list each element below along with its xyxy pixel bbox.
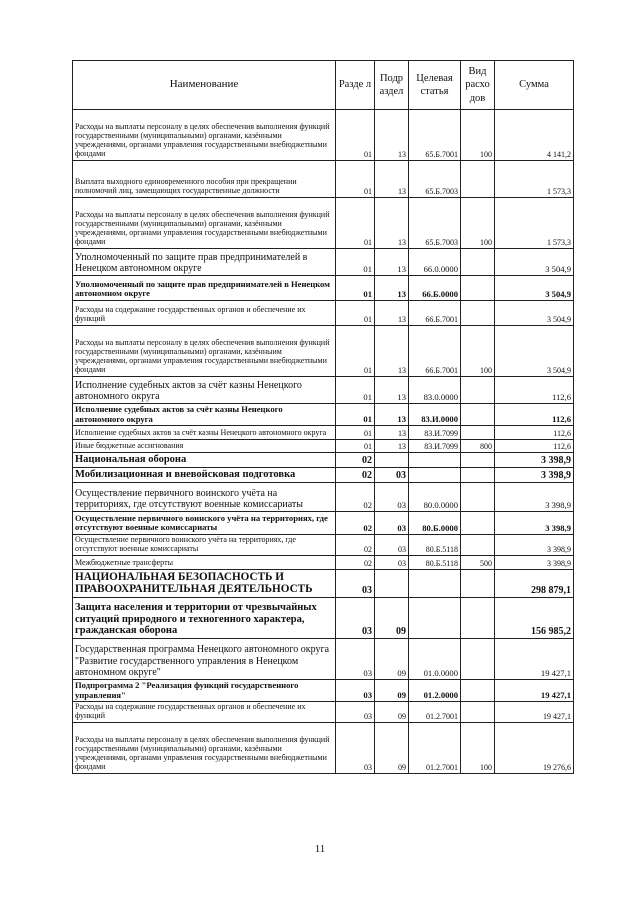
row-vid: 800 <box>461 440 495 453</box>
row-statya: 66.Б.7001 <box>409 326 461 377</box>
table-row <box>73 326 574 377</box>
row-summa: 112,6 <box>495 404 574 426</box>
row-name: НАЦИОНАЛЬНАЯ БЕЗОПАСНОСТЬ И ПРАВООХРАНИТЕЛЬНАЯ ДЕЯТЕЛЬНОСТЬ <box>73 569 336 597</box>
row-podrazdel: 13 <box>375 110 409 161</box>
row-podrazdel: 09 <box>375 639 409 680</box>
row-summa: 3 398,9 <box>495 512 574 535</box>
page-number: 11 <box>314 843 326 855</box>
row-name: Исполнение судебных актов за счёт казны Ненецкого автономного округа <box>73 404 336 426</box>
row-summa: 3 398,9 <box>495 453 574 468</box>
row-name: Мобилизационная и вневойсковая подготовка <box>73 468 336 483</box>
row-statya: 66.0.0000 <box>409 249 461 276</box>
row-name: Уполномоченный по защите прав предпринимателей в Ненецком автономном округе <box>73 276 336 301</box>
row-vid <box>461 512 495 535</box>
table-row <box>73 440 574 453</box>
row-name: Расходы на содержание государственных органов и обеспечение их функций <box>73 301 336 326</box>
row-summa: 112,6 <box>495 426 574 440</box>
row-summa: 3 504,9 <box>495 249 574 276</box>
table-row <box>73 426 574 440</box>
row-summa: 298 879,1 <box>495 569 574 597</box>
row-podrazdel: 13 <box>375 276 409 301</box>
row-razdel: 03 <box>336 723 375 774</box>
row-razdel: 01 <box>336 198 375 249</box>
row-razdel: 03 <box>336 680 375 702</box>
row-statya: 01.2.7001 <box>409 723 461 774</box>
row-name: Уполномоченный по защите прав предпринимателей в Ненецком автономном округе <box>73 249 336 276</box>
row-summa: 3 398,9 <box>495 535 574 556</box>
row-podrazdel: 13 <box>375 426 409 440</box>
row-vid <box>461 468 495 483</box>
row-name: Государственная программа Ненецкого автономного округа "Развитие государственного управления в Ненецком автономном округе" <box>73 639 336 680</box>
row-razdel: 01 <box>336 161 375 198</box>
row-summa: 156 985,2 <box>495 598 574 639</box>
row-summa: 1 573,3 <box>495 161 574 198</box>
row-razdel: 01 <box>336 426 375 440</box>
row-vid <box>461 639 495 680</box>
row-razdel: 01 <box>336 440 375 453</box>
row-podrazdel: 03 <box>375 535 409 556</box>
row-summa: 19 427,1 <box>495 702 574 723</box>
row-vid <box>461 702 495 723</box>
row-summa: 1 573,3 <box>495 198 574 249</box>
row-statya: 01.0.0000 <box>409 639 461 680</box>
row-statya: 01.2.0000 <box>409 680 461 702</box>
row-summa: 3 504,9 <box>495 326 574 377</box>
row-podrazdel: 09 <box>375 680 409 702</box>
row-name: Национальная оборона <box>73 453 336 468</box>
table-row <box>73 161 574 198</box>
row-razdel: 02 <box>336 535 375 556</box>
row-statya <box>409 468 461 483</box>
row-podrazdel: 13 <box>375 249 409 276</box>
row-vid <box>461 404 495 426</box>
row-podrazdel: 13 <box>375 198 409 249</box>
row-name: Исполнение судебных актов за счёт казны Ненецкого автономного округа <box>73 426 336 440</box>
row-razdel: 03 <box>336 598 375 639</box>
row-razdel: 01 <box>336 276 375 301</box>
row-statya: 83.0.0000 <box>409 377 461 404</box>
row-vid <box>461 426 495 440</box>
row-podrazdel: 13 <box>375 301 409 326</box>
table-row <box>73 535 574 556</box>
row-summa: 4 141,2 <box>495 110 574 161</box>
row-podrazdel: 13 <box>375 161 409 198</box>
row-summa: 3 398,9 <box>495 483 574 512</box>
row-summa: 3 398,9 <box>495 468 574 483</box>
row-name: Иные бюджетные ассигнования <box>73 440 336 453</box>
row-summa: 112,6 <box>495 440 574 453</box>
row-vid <box>461 680 495 702</box>
header-statya: Целевая статья <box>409 61 461 110</box>
row-vid: 100 <box>461 110 495 161</box>
table-body <box>73 110 574 774</box>
row-razdel: 01 <box>336 301 375 326</box>
row-summa: 3 398,9 <box>495 555 574 569</box>
table-row <box>73 555 574 569</box>
table-row <box>73 110 574 161</box>
row-name: Выплата выходного единовременного пособия при прекращении полномочий лиц, замещающих государственные должности <box>73 161 336 198</box>
row-statya: 01.2.7001 <box>409 702 461 723</box>
row-statya: 66.Б.0000 <box>409 276 461 301</box>
row-name: Расходы на содержание государственных органов и обеспечение их функций <box>73 702 336 723</box>
row-name: Осуществление первичного воинского учёта на территориях, где отсутствуют военные комиссариаты <box>73 512 336 535</box>
row-razdel: 01 <box>336 249 375 276</box>
row-podrazdel <box>375 569 409 597</box>
row-podrazdel: 03 <box>375 483 409 512</box>
table-header-row <box>73 61 574 110</box>
row-podrazdel: 03 <box>375 468 409 483</box>
row-razdel: 02 <box>336 468 375 483</box>
row-podrazdel: 09 <box>375 598 409 639</box>
row-podrazdel: 13 <box>375 440 409 453</box>
row-summa: 112,6 <box>495 377 574 404</box>
row-vid: 100 <box>461 198 495 249</box>
row-vid <box>461 453 495 468</box>
row-vid: 100 <box>461 326 495 377</box>
row-vid: 100 <box>461 723 495 774</box>
table-row <box>73 198 574 249</box>
row-vid: 500 <box>461 555 495 569</box>
row-name: Расходы на выплаты персоналу в целях обеспечения выполнения функций государственными (муниципальными) органами, казёнными учреждениями, органами управления государственными внебюджетными фондами <box>73 110 336 161</box>
header-podrazdel: Подр аздел <box>375 61 409 110</box>
row-statya: 66.Б.7001 <box>409 301 461 326</box>
row-statya <box>409 569 461 597</box>
row-name: Исполнение судебных актов за счёт казны Ненецкого автономного округа <box>73 377 336 404</box>
header-vid: Вид расхо дов <box>461 61 495 110</box>
row-statya: 83.И.7099 <box>409 440 461 453</box>
row-vid <box>461 377 495 404</box>
row-statya: 65.Б.7003 <box>409 198 461 249</box>
row-vid <box>461 276 495 301</box>
row-summa: 3 504,9 <box>495 276 574 301</box>
row-podrazdel: 03 <box>375 555 409 569</box>
row-razdel: 03 <box>336 639 375 680</box>
table-row <box>73 276 574 301</box>
row-vid <box>461 249 495 276</box>
row-razdel: 01 <box>336 404 375 426</box>
table-row <box>73 453 574 468</box>
row-razdel: 02 <box>336 512 375 535</box>
table-row <box>73 483 574 512</box>
header-razdel: Разде л <box>336 61 375 110</box>
row-summa: 19 427,1 <box>495 680 574 702</box>
row-statya: 80.Б.5118 <box>409 555 461 569</box>
table-row <box>73 404 574 426</box>
row-vid <box>461 301 495 326</box>
table-row <box>73 680 574 702</box>
row-razdel: 02 <box>336 483 375 512</box>
row-statya: 83.И.7099 <box>409 426 461 440</box>
table-row <box>73 468 574 483</box>
row-name: Защита населения и территории от чрезвычайных ситуаций природного и техногенного характера, гражданская оборона <box>73 598 336 639</box>
row-name: Осуществление первичного воинского учёта на территориях, где отсутствуют военные комиссариаты <box>73 535 336 556</box>
row-summa: 19 276,6 <box>495 723 574 774</box>
row-razdel: 02 <box>336 453 375 468</box>
row-vid <box>461 569 495 597</box>
row-razdel: 03 <box>336 702 375 723</box>
row-podrazdel: 09 <box>375 723 409 774</box>
row-name: Расходы на выплаты персоналу в целях обеспечения выполнения функций государственными (муниципальными) органами, казённыим учреждениями, органами управления государственными внебюджетными фондами <box>73 326 336 377</box>
row-summa: 19 427,1 <box>495 639 574 680</box>
table-row <box>73 569 574 597</box>
row-vid <box>461 535 495 556</box>
row-name: Расходы на выплаты персоналу в целях обеспечения выполнения функций государственными (муниципальными) органами, казёнными учреждениями, органами управления государственными внебюджетными фондами <box>73 198 336 249</box>
row-summa: 3 504,9 <box>495 301 574 326</box>
row-statya: 65.Б.7001 <box>409 110 461 161</box>
row-name: Подпрограмма 2 "Реализация функций государственного управления" <box>73 680 336 702</box>
row-razdel: 02 <box>336 555 375 569</box>
row-podrazdel: 13 <box>375 326 409 377</box>
table-row <box>73 377 574 404</box>
header-summa: Сумма <box>495 61 574 110</box>
row-statya <box>409 598 461 639</box>
budget-table <box>72 60 574 774</box>
header-name: Наименование <box>73 61 336 110</box>
row-statya: 80.Б.0000 <box>409 512 461 535</box>
row-razdel: 01 <box>336 377 375 404</box>
table-row <box>73 598 574 639</box>
table-row <box>73 512 574 535</box>
row-vid <box>461 161 495 198</box>
table-row <box>73 249 574 276</box>
row-vid <box>461 483 495 512</box>
row-podrazdel <box>375 453 409 468</box>
row-podrazdel: 13 <box>375 404 409 426</box>
table-row <box>73 702 574 723</box>
row-vid <box>461 598 495 639</box>
row-razdel: 01 <box>336 110 375 161</box>
row-podrazdel: 13 <box>375 377 409 404</box>
row-statya: 83.И.0000 <box>409 404 461 426</box>
table-row <box>73 301 574 326</box>
row-name: Межбюджетные трансферты <box>73 555 336 569</box>
row-statya: 80.Б.5118 <box>409 535 461 556</box>
row-razdel: 03 <box>336 569 375 597</box>
table-row <box>73 723 574 774</box>
row-razdel: 01 <box>336 326 375 377</box>
row-statya: 65.Б.7003 <box>409 161 461 198</box>
row-podrazdel: 09 <box>375 702 409 723</box>
row-name: Осуществление первичного воинского учёта на территориях, где отсутствуют военные комиссариаты <box>73 483 336 512</box>
row-name: Расходы на выплаты персоналу в целях обеспечения выполнения функций государственными (муниципальными) органами, казёнными учреждениями, органами управления государственными внебюджетными фондами <box>73 723 336 774</box>
row-statya: 80.0.0000 <box>409 483 461 512</box>
row-podrazdel: 03 <box>375 512 409 535</box>
row-statya <box>409 453 461 468</box>
table-row <box>73 639 574 680</box>
